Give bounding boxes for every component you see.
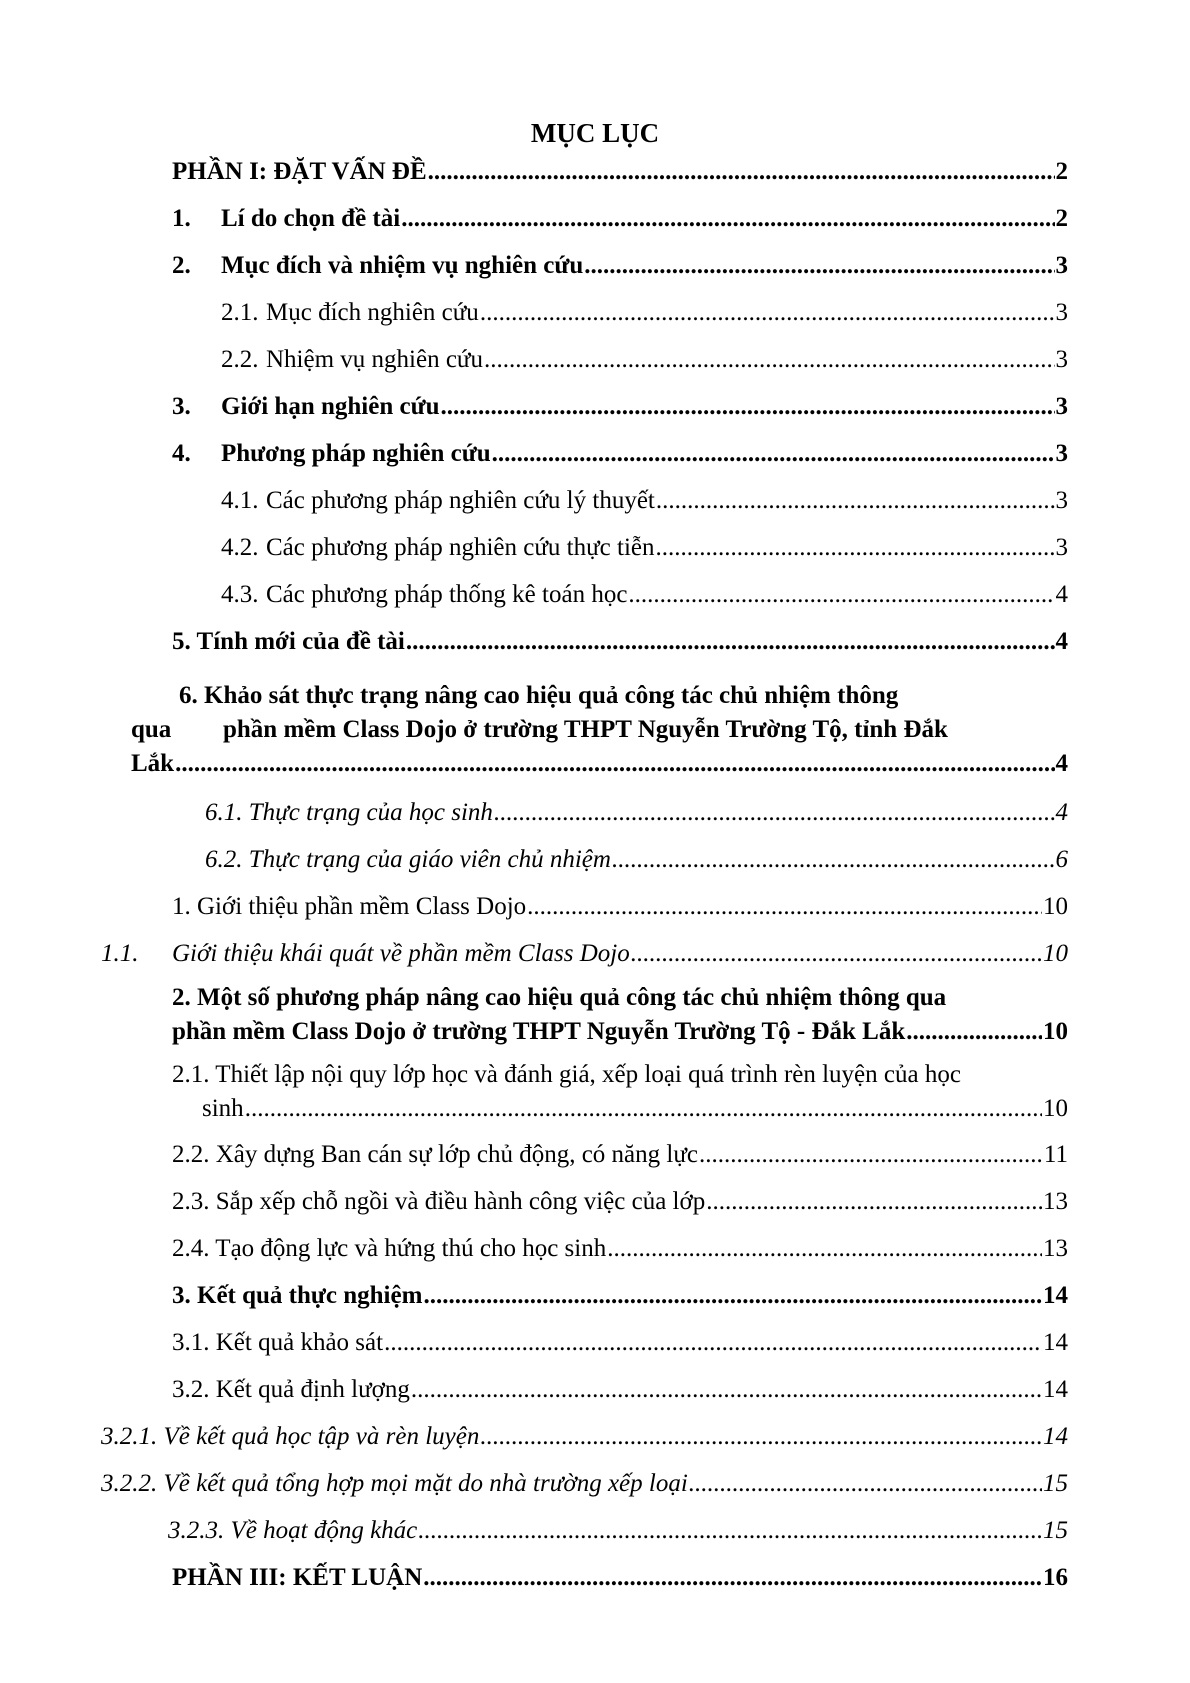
toc-entry-number: 1. [172, 205, 191, 232]
toc-entry-4-1[interactable] [221, 484, 1068, 518]
toc-entry-1-1[interactable] [101, 937, 1068, 971]
toc-entry-phan-1[interactable] [172, 155, 1068, 189]
toc-entry-number: 1.1. [101, 940, 139, 967]
toc-entry-label: 6.2. Thực trạng của giáo viên chủ nhiệm [205, 846, 611, 873]
toc-entry-label-line-3: Lắk [131, 750, 175, 777]
toc-entry-2-1-rules[interactable] [172, 1058, 1068, 1126]
toc-page-number: 3 [1055, 299, 1068, 326]
toc-entry-number: 3. [172, 393, 191, 420]
toc-entry-2-3-cho-ngoi[interactable] [172, 1185, 1068, 1219]
toc-entry-label: 5. Tính mới của đề tài [172, 628, 405, 655]
toc-page-number: 15 [1043, 1517, 1068, 1544]
toc-page-number: 13 [1043, 1188, 1068, 1215]
toc-page-number: 3 [1055, 346, 1068, 373]
toc-entry-number: 4.1. [221, 487, 259, 514]
toc-page-number: 11 [1043, 1141, 1068, 1168]
toc-entry-label: 1. Giới thiệu phần mềm Class Dojo [172, 893, 527, 920]
toc-entry-label-line-2a: qua [131, 716, 172, 743]
toc-entry-3-results[interactable] [172, 1279, 1068, 1313]
toc-entry-phan-3[interactable] [172, 1561, 1068, 1595]
toc-entry-label: 3.2. Kết quả định lượng [172, 1376, 410, 1403]
toc-entry-number: 4.3. [221, 581, 259, 608]
toc-entry-3-1[interactable] [172, 1326, 1068, 1360]
toc-entry-label: Các phương pháp thống kê toán học [266, 581, 628, 608]
toc-entry-3[interactable] [172, 390, 1068, 424]
toc-entry-6-2[interactable] [205, 843, 1068, 877]
toc-entry-4-3[interactable] [221, 578, 1068, 612]
toc-entry-5[interactable] [172, 625, 1068, 659]
toc-page-number: 2 [1055, 205, 1068, 232]
toc-page-number: 2 [1055, 158, 1068, 185]
toc-entry-3-2[interactable] [172, 1373, 1068, 1407]
toc-entry-2-4-dong-luc[interactable] [172, 1232, 1068, 1266]
toc-entry-2-methods[interactable] [172, 981, 1068, 1049]
toc-entry-4-2[interactable] [221, 531, 1068, 565]
toc-entry-label: 3.1. Kết quả khảo sát [172, 1329, 384, 1356]
toc-entry-gioi-thieu[interactable] [172, 890, 1068, 924]
toc-entry-label: 3.2.2. Về kết quả tổng hợp mọi mặt do nhà trường xếp loại [101, 1470, 688, 1497]
toc-entry-label: PHẦN III: KẾT LUẬN [172, 1564, 423, 1591]
toc-page-number: 14 [1043, 1282, 1068, 1309]
toc-entry-2[interactable] [172, 249, 1068, 283]
toc-page-number: 10 [1043, 1095, 1068, 1122]
toc-page-number: 3 [1055, 393, 1068, 420]
toc-entry-label: Các phương pháp nghiên cứu thực tiễn [266, 534, 655, 561]
toc-page-number: 3 [1055, 252, 1068, 279]
toc-entry-3-2-3[interactable] [168, 1514, 1068, 1548]
toc-entry-number: 4. [172, 440, 191, 467]
toc-entry-2-2-ban-can-su[interactable] [172, 1138, 1068, 1172]
toc-page-number: 14 [1043, 1329, 1068, 1356]
toc-page-number: 4 [1055, 799, 1068, 826]
toc-entry-label-line-2b: phần mềm Class Dojo ở trường THPT Nguyễn Trường Tộ, tỉnh Đắk [223, 716, 948, 743]
toc-entry-label: Mục đích nghiên cứu [266, 299, 479, 326]
page-title: MỤC LỤC [530, 118, 660, 148]
toc-page-number: 16 [1043, 1564, 1068, 1591]
toc-entry-label: Giới thiệu khái quát về phần mềm Class Dojo [172, 940, 630, 967]
toc-entry-2-2[interactable] [221, 343, 1068, 377]
toc-entry-label-line-1: 6. Khảo sát thực trạng nâng cao hiệu quả công tác chủ nhiệm thông [179, 682, 899, 709]
toc-entry-3-2-2[interactable] [101, 1467, 1068, 1501]
toc-page-number: 4 [1055, 581, 1068, 608]
toc-entry-label: Mục đích và nhiệm vụ nghiên cứu [221, 252, 584, 279]
toc-entry-3-2-1[interactable] [101, 1420, 1068, 1454]
toc-entry-label-line-2: phần mềm Class Dojo ở trường THPT Nguyễn Trường Tộ - Đắk Lắk [172, 1018, 906, 1045]
toc-entry-label: 2.4. Tạo động lực và hứng thú cho học sinh [172, 1235, 607, 1262]
toc-entry-number: 2.2. [221, 346, 259, 373]
toc-entry-label: Nhiệm vụ nghiên cứu [266, 346, 483, 373]
toc-entry-label: 3.2.3. Về hoạt động khác [168, 1517, 418, 1544]
toc-entry-label-line-2: sinh [202, 1095, 244, 1122]
toc-entry-label: 3.2.1. Về kết quả học tập và rèn luyện [101, 1423, 480, 1450]
toc-page-number: 15 [1043, 1470, 1068, 1497]
toc-entry-6[interactable] [131, 679, 1068, 781]
toc-entry-6-1[interactable] [205, 796, 1068, 830]
toc-page-number: 13 [1043, 1235, 1068, 1262]
toc-entry-label: 3. Kết quả thực nghiệm [172, 1282, 423, 1309]
toc-entry-label: 6.1. Thực trạng của học sinh [205, 799, 493, 826]
toc-entry-label: Giới hạn nghiên cứu [221, 393, 440, 420]
toc-page-number: 10 [1043, 940, 1068, 967]
toc-page-number: 14 [1043, 1376, 1068, 1403]
toc-entry-label: Các phương pháp nghiên cứu lý thuyết [266, 487, 655, 514]
toc-entry-1[interactable] [172, 202, 1068, 236]
toc-entry-number: 4.2. [221, 534, 259, 561]
toc-page-number: 4 [1055, 750, 1068, 777]
toc-entry-label: Phương pháp nghiên cứu [221, 440, 491, 467]
toc-entry-label: 2.3. Sắp xếp chỗ ngồi và điều hành công việc của lớp [172, 1188, 706, 1215]
toc-entry-4[interactable] [172, 437, 1068, 471]
toc-page-number: 6 [1055, 846, 1068, 873]
toc-page-number: 10 [1043, 893, 1068, 920]
toc-page-number: 10 [1043, 1018, 1068, 1045]
toc-entry-label-line-1: 2. Một số phương pháp nâng cao hiệu quả công tác chủ nhiệm thông qua [172, 984, 947, 1011]
toc-page-number: 3 [1055, 534, 1068, 561]
toc-page-number: 3 [1055, 487, 1068, 514]
toc-entry-number: 2.1. [221, 299, 259, 326]
toc-entry-label: PHẦN I: ĐẶT VẤN ĐỀ [172, 158, 427, 185]
toc-entry-label: 2.2. Xây dựng Ban cán sự lớp chủ động, có năng lực [172, 1141, 698, 1168]
toc-entry-number: 2. [172, 252, 191, 279]
toc-page-number: 14 [1043, 1423, 1068, 1450]
toc-entry-2-1[interactable] [221, 296, 1068, 330]
toc-page-number: 3 [1055, 440, 1068, 467]
toc-entry-label-line-1: 2.1. Thiết lập nội quy lớp học và đánh giá, xếp loại quá trình rèn luyện của học [172, 1061, 961, 1088]
toc-page-number: 4 [1055, 628, 1068, 655]
toc-entry-label: Lí do chọn đề tài [221, 205, 401, 232]
